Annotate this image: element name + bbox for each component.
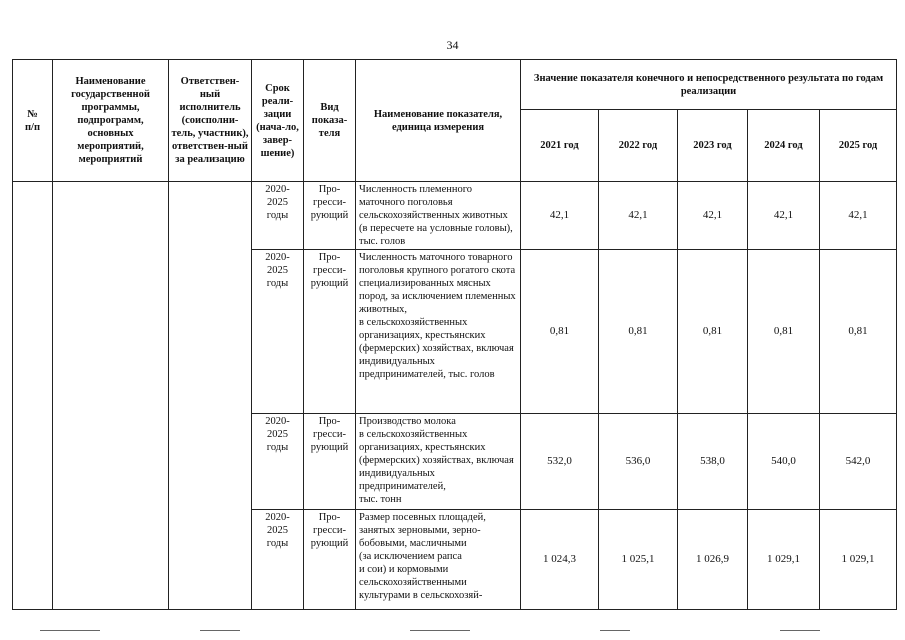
header-values-group: Значение показателя конечного и непосредственного результата по годам реализации (521, 60, 897, 110)
cell-period: 2020- 2025 годы (252, 182, 304, 250)
header-year: 2025 год (820, 110, 897, 182)
header-year: 2021 год (521, 110, 599, 182)
header-year: 2022 год (599, 110, 678, 182)
scan-mark (410, 630, 470, 631)
scan-bottom-edge (0, 630, 905, 632)
cell-kind: Про- гресси- рующий (304, 414, 356, 510)
cell-value: 0,81 (678, 250, 748, 414)
scan-mark (600, 630, 630, 631)
cell-value: 0,81 (521, 250, 599, 414)
cell-value: 1 029,1 (820, 510, 897, 610)
cell-value: 538,0 (678, 414, 748, 510)
header-responsible: Ответствен-ный исполнитель (соисполни-тель, участник), ответствен-ный за реализацию (169, 60, 252, 182)
header-kind: Вид показа-теля (304, 60, 356, 182)
header-indicator: Наименование показателя, единица измерения (356, 60, 521, 182)
cell-value: 0,81 (748, 250, 820, 414)
cell-value: 532,0 (521, 414, 599, 510)
scan-mark (780, 630, 820, 631)
scan-mark (40, 630, 100, 631)
cell-value: 1 029,1 (748, 510, 820, 610)
cell-value: 42,1 (820, 182, 897, 250)
cell-kind: Про- гресси- рующий (304, 510, 356, 610)
cell-program-empty (53, 182, 169, 610)
page-number: 34 (446, 38, 459, 52)
cell-kind: Про- гресси- рующий (304, 182, 356, 250)
cell-value: 0,81 (820, 250, 897, 414)
cell-period: 2020- 2025 годы (252, 510, 304, 610)
cell-value: 42,1 (521, 182, 599, 250)
cell-period: 2020- 2025 годы (252, 414, 304, 510)
cell-num-empty (13, 182, 53, 610)
indicators-table (12, 59, 897, 610)
cell-responsible-empty (169, 182, 252, 610)
cell-value: 1 026,9 (678, 510, 748, 610)
cell-value: 0,81 (599, 250, 678, 414)
cell-value: 42,1 (599, 182, 678, 250)
cell-indicator: Размер посевных площадей, занятых зерновыми, зерно-бобовыми, масличными (за исключением рапса и сои) и кормовыми сельскохозяйственными культурами в сельскохозяй- (356, 510, 521, 610)
table-row (13, 182, 897, 250)
header-year: 2023 год (678, 110, 748, 182)
cell-value: 540,0 (748, 414, 820, 510)
cell-period: 2020- 2025 годы (252, 250, 304, 414)
cell-value: 42,1 (748, 182, 820, 250)
cell-value: 542,0 (820, 414, 897, 510)
cell-value: 536,0 (599, 414, 678, 510)
cell-value: 42,1 (678, 182, 748, 250)
cell-indicator: Численность племенного маточного поголовья сельскохозяйственных животных (в пересчете на условные головы), тыс. голов (356, 182, 521, 250)
cell-value: 1 024,3 (521, 510, 599, 610)
header-num: № п/п (13, 60, 53, 182)
cell-kind: Про- гресси- рующий (304, 250, 356, 414)
cell-indicator: Численность маточного товарного поголовья крупного рогатого скота специализированных мясных пород, за исключением племенных животных, в сельскохозяйственных организациях, крестьянских (фермерских) хозяйствах, включая индивидуальных предпринимателей, тыс. голов (356, 250, 521, 414)
cell-indicator: Производство молока в сельскохозяйственных организациях, крестьянских (фермерских) хозяйствах, включая индивидуальных предпринимателей, тыс. тонн (356, 414, 521, 510)
header-program: Наименование государственной программы, подпрограмм, основных мероприятий, мероприятий (53, 60, 169, 182)
header-period: Срок реали-зации (нача-ло, завер-шение) (252, 60, 304, 182)
cell-value: 1 025,1 (599, 510, 678, 610)
header-year: 2024 год (748, 110, 820, 182)
scan-mark (200, 630, 240, 631)
